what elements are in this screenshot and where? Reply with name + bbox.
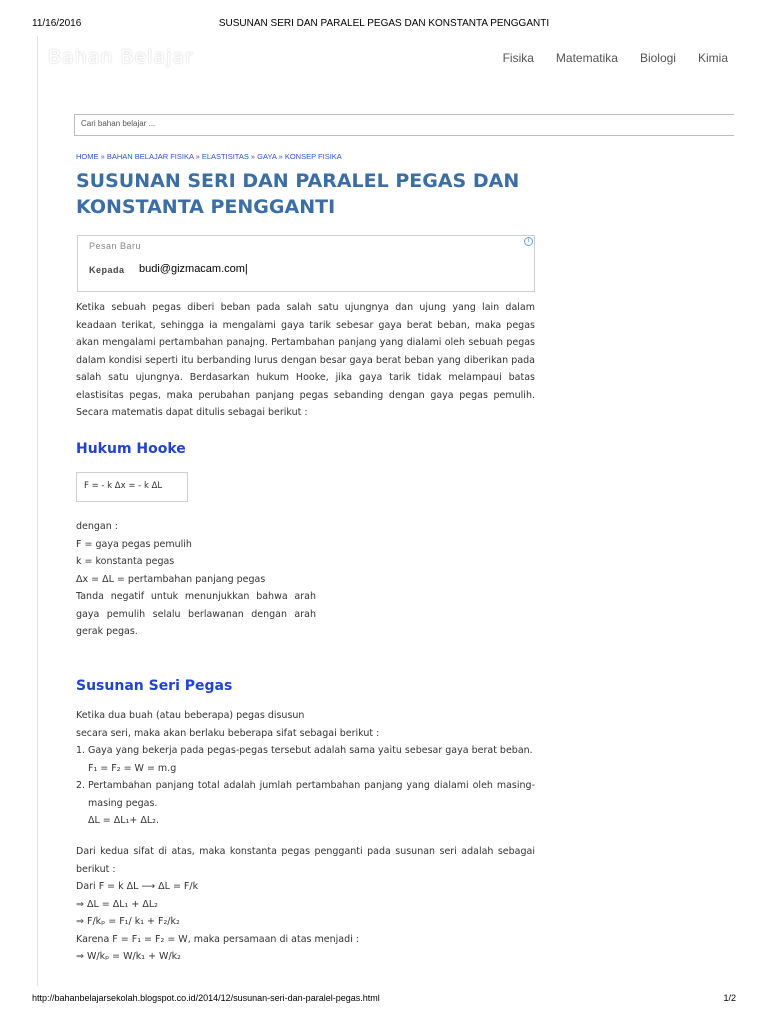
breadcrumb[interactable]: HOME » BAHAN BELAJAR FISIKA » ELASTISITAS » GAYA » KONSEP FISIKA — [76, 152, 342, 161]
nav-item-matematika[interactable]: Matematika — [555, 51, 618, 65]
derive-line: Dari F = k ΔL ⟶ ΔL = F/k — [76, 881, 199, 892]
post-title: SUSUNAN SERI DAN PARALEL PEGAS DAN KONSTANTA PENGGANTI — [76, 170, 520, 218]
top-nav — [503, 51, 728, 65]
derive-line: ⇒ ΔL = ΔL₁ + ΔL₂ — [76, 898, 158, 910]
list-item — [76, 777, 535, 812]
heading-hukum-hooke: Hukum Hooke — [76, 441, 186, 457]
nav-item-fisika[interactable]: Fisika — [502, 51, 534, 65]
print-doc-title: SUSUNAN SERI DAN PARALEL PEGAS DAN KONSTANTA PENGGANTI — [218, 18, 550, 29]
ad-to-label: Kepada — [89, 265, 125, 275]
search-input[interactable]: Cari bahan belajar ... — [74, 114, 734, 136]
ad-compose-title: Pesan Baru — [89, 241, 142, 251]
print-page-number: 1/2 — [723, 993, 736, 1003]
def-line: k = konstanta pegas — [76, 556, 175, 567]
def-line: Δx = ΔL = pertambahan panjang pegas — [76, 573, 266, 585]
item-formula — [76, 760, 535, 778]
item2-formula: ΔL = ΔL₁+ ΔL₂. — [88, 815, 159, 826]
derive-line: ⇒ W/kₚ = W/k₁ + W/k₂ — [76, 951, 181, 962]
list-number: 1. — [76, 745, 86, 756]
list-text: Pertambahan panjang total adalah jumlah pertambahan panjang yang dialami oleh masing-masing pegas. — [88, 780, 535, 809]
def-line: dengan : — [76, 521, 118, 532]
nav-item-kimia[interactable]: Kimia — [697, 51, 728, 65]
nav-item-biologi[interactable]: Biologi — [639, 51, 676, 65]
intro-paragraph: Ketika sebuah pegas diberi beban pada salah satu ujungnya dan ujung yang lain dalam keadaan terikat, sehingga ia mengalami gaya tarik sebesar gaya berat beban, maka pegas akan mengalami pertambahan panajng. Pertambahan panjang yang dialami oleh sebuah pegas dalam kondisi seperti itu berbanding lurus dengan besar gaya berat beban yang diberikan pada salah satu ujungnya. Berdasarkan hukum Hooke, jika gaya tarik tidak melampaui batas elastisitas pegas, maka perubahan panjang pegas sebanding dengan gaya pegas pemulih. Secara matematis dapat ditulis sebagai berikut : — [76, 302, 535, 418]
hooke-formula-box: F = - k Δx = - k ΔL — [76, 472, 188, 502]
ad-info-icon[interactable]: i — [524, 237, 533, 246]
item-formula — [76, 812, 535, 830]
list-text: Gaya yang bekerja pada pegas-pegas tersebut adalah sama yaitu sebesar gaya berat beban. — [88, 745, 533, 756]
seri-section — [76, 707, 535, 830]
derive-intro: Dari kedua sifat di atas, maka konstanta pegas pengganti pada susunan seri adalah sebagai berikut : — [76, 846, 535, 875]
list-number: 2. — [76, 780, 86, 791]
derive-line: ⇒ F/kₚ = F₁/ k₁ + F₂/k₂ — [76, 916, 180, 927]
ad-to-value: budi@gizmacam.com| — [139, 263, 248, 275]
hooke-note: Tanda negatif untuk menunjukkan bahwa arah gaya pemulih selalu berlawanan dengan arah gerak pegas. — [76, 591, 316, 637]
heading-susunan-seri: Susunan Seri Pegas — [76, 678, 233, 694]
seri-derivation — [76, 843, 535, 966]
list-item — [76, 742, 535, 760]
print-url: http://bahanbelajarsekolah.blogspot.co.id/2014/12/susunan-seri-dan-paralel-pegas.html — [32, 993, 380, 1003]
derive-line: Karena F = F₁ = F₂ = W, maka persamaan di atas menjadi : — [76, 933, 359, 945]
site-logo[interactable]: Bahan Belajar — [48, 46, 194, 68]
item1-formula: F₁ = F₂ = W = m.g — [88, 762, 177, 774]
page-left-border — [37, 36, 38, 986]
print-date: 11/16/2016 — [32, 18, 82, 29]
seri-intro-line: secara seri, maka akan berlaku beberapa sifat sebagai berikut : — [76, 727, 380, 739]
hooke-definitions — [76, 518, 316, 641]
ad-compose-box[interactable] — [77, 235, 535, 292]
def-line: F = gaya pegas pemulih — [76, 538, 192, 550]
seri-intro-line: Ketika dua buah (atau beberapa) pegas disusun — [76, 710, 305, 721]
